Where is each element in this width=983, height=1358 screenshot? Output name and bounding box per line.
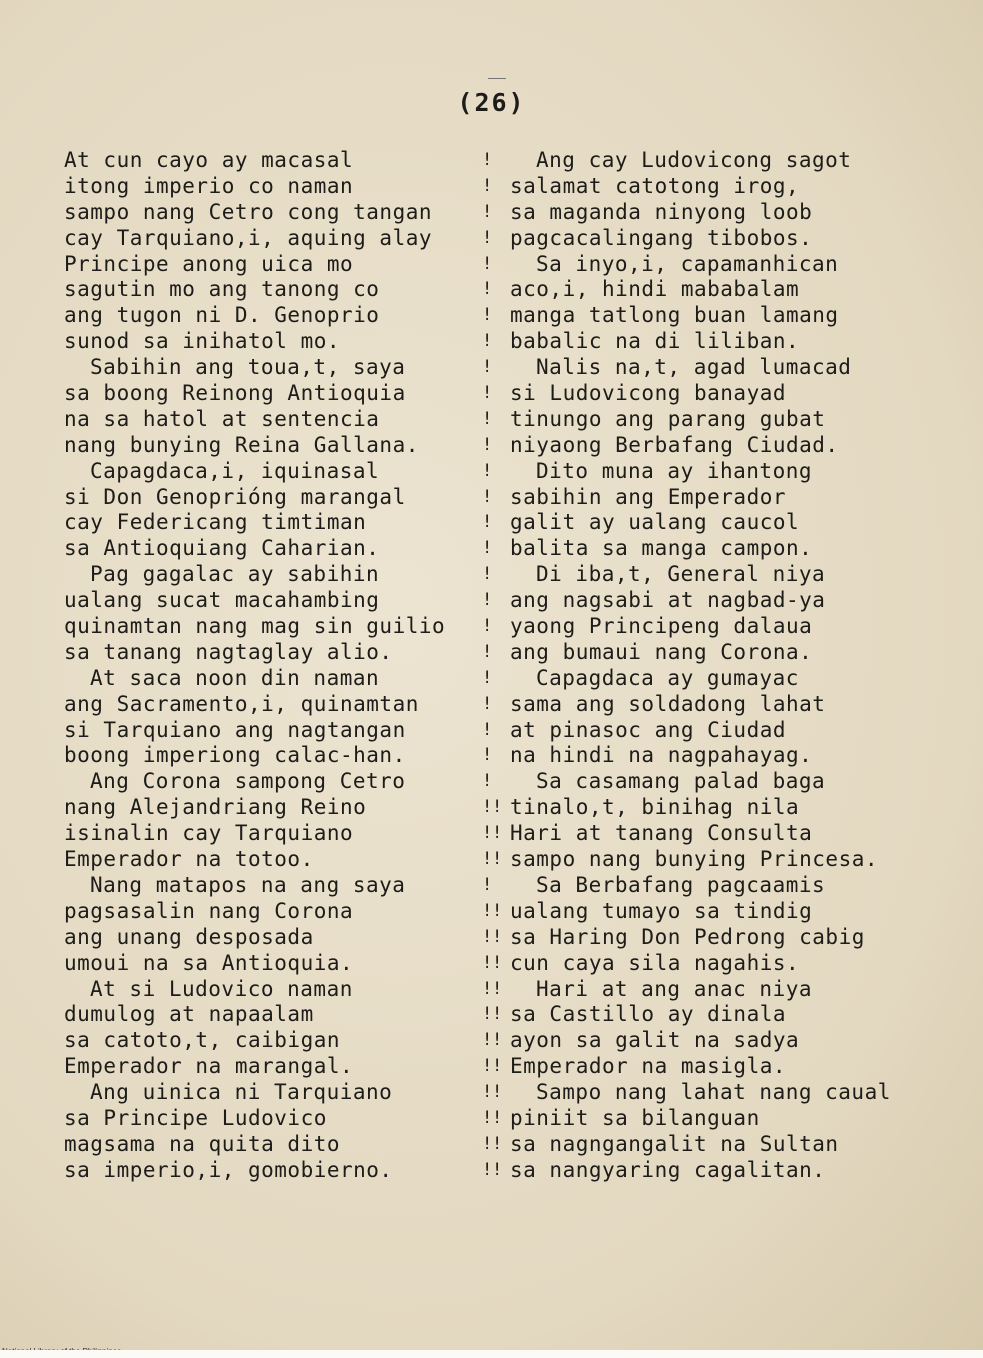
verse-line: [510, 510, 970, 536]
verse-text: sunod sa inihatol mo.: [64, 329, 341, 354]
column-divider-mark: !: [492, 978, 503, 999]
page-number: (26): [457, 88, 526, 117]
verse-line: [64, 847, 516, 873]
verse-line: [64, 303, 516, 329]
verse-text: ualang sucat macahambing: [64, 588, 380, 613]
verse-line: [64, 433, 516, 459]
column-divider-mark: !: [482, 719, 493, 740]
verse-line: [492, 821, 970, 847]
verse-text: sa Antioquiang Caharian.: [64, 536, 380, 561]
verse-line: [64, 743, 516, 769]
column-divider-mark: !: [482, 227, 493, 248]
verse-line: [510, 640, 970, 666]
verse-text: balita sa manga campon.: [510, 536, 813, 561]
verse-line: [510, 769, 970, 795]
column-divider-mark: !: [482, 926, 493, 947]
verse-text: At cun cayo ay macasal: [64, 148, 354, 172]
verse-line: [492, 847, 970, 873]
column-divider-mark: !: [482, 279, 493, 300]
verse-line: [510, 873, 970, 899]
verse-text: ayon sa galit na sadya: [510, 1028, 800, 1053]
column-divider-mark: !: [482, 331, 493, 352]
column-divider-mark: !: [482, 408, 493, 429]
column-divider-mark: !: [482, 667, 493, 688]
verse-line: [64, 510, 516, 536]
verse-line: [510, 355, 970, 381]
column-divider-mark: !: [482, 357, 493, 378]
verse-text: Ang Corona sampong Cetro: [90, 769, 406, 794]
verse-line: [64, 329, 516, 355]
verse-line: [492, 1131, 970, 1158]
verse-text: At saca noon din naman: [90, 665, 380, 690]
verse-text: galit ay ualang caucol: [510, 510, 800, 535]
verse-line: [510, 743, 970, 769]
column-divider-mark: !: [492, 1107, 503, 1128]
verse-line: [64, 1028, 516, 1054]
column-divider-mark: !: [482, 590, 493, 611]
verse-line: [64, 951, 516, 977]
column-divider-mark: !: [492, 1082, 503, 1103]
verse-line: [64, 277, 516, 303]
column-divider-mark: !: [482, 1082, 493, 1103]
verse-line: [492, 924, 970, 951]
column-divider-mark: !: [482, 460, 493, 481]
verse-line: [64, 899, 516, 925]
verse-line: [510, 252, 970, 278]
column-divider-mark: !: [482, 486, 493, 507]
verse-text: pagsasalin nang Corona: [64, 898, 354, 923]
verse-text: at pinasoc ang Ciudad: [510, 717, 787, 742]
verse-text: sampo nang Cetro cong tangan: [64, 199, 433, 224]
verse-text: sabihin ang Emperador: [510, 484, 787, 509]
verse-text: cay Federicang timtiman: [64, 510, 367, 535]
verse-line: [492, 976, 970, 1003]
verse-line: [510, 588, 970, 614]
verse-line: [510, 277, 970, 303]
left-column: [64, 148, 516, 1184]
verse-line: [510, 148, 970, 174]
column-divider-mark: !: [492, 952, 503, 973]
verse-text: Ang uinica ni Tarquiano: [90, 1080, 393, 1105]
verse-text: magsama na quita dito: [64, 1131, 341, 1156]
verse-text: isinalin cay Tarquiano: [64, 821, 354, 846]
column-divider-mark: !: [482, 538, 493, 559]
column-divider-mark: !: [482, 253, 493, 274]
column-divider-mark: !: [492, 1030, 503, 1051]
column-divider-mark: !: [482, 305, 493, 326]
verse-text: Emperador na marangal.: [64, 1054, 354, 1079]
column-divider-mark: !: [482, 175, 493, 196]
verse-text: yaong Principeng dalaua: [510, 614, 813, 639]
verse-line: [64, 174, 516, 200]
verse-text: Capagdaca ay gumayac: [536, 665, 799, 690]
verse-text: cay Tarquiano,i, aquing alay: [64, 225, 433, 250]
verse-line: [510, 459, 970, 485]
verse-text: sa tanang nagtaglay alio.: [64, 639, 393, 664]
column-divider-mark: !: [492, 1004, 503, 1025]
column-divider-mark: !: [492, 926, 503, 947]
verse-line: [492, 1028, 970, 1054]
verse-text: sagutin mo ang tanong co: [64, 277, 380, 302]
verse-text: Emperador na masigla.: [510, 1054, 787, 1079]
verse-line: [64, 666, 516, 692]
column-divider-mark: !: [482, 900, 493, 921]
verse-line: [64, 485, 516, 511]
verse-text: piniit sa bilanguan: [510, 1105, 760, 1130]
column-divider-mark: !: [482, 874, 493, 895]
verse-line: [510, 614, 970, 640]
verse-text: Sa Berbafang pagcaamis: [536, 872, 826, 897]
verse-text: quinamtan nang mag sin guilio: [64, 614, 446, 639]
verse-text: ang Sacramento,i, quinamtan: [64, 691, 419, 716]
verse-line: [510, 433, 970, 459]
verse-line: [64, 536, 516, 562]
column-divider-mark: !: [482, 823, 493, 844]
verse-text: sa maganda ninyong loob: [510, 199, 813, 224]
column-divider-mark: !: [482, 150, 493, 170]
verse-text: cun caya sila nagahis.: [510, 950, 800, 975]
column-divider-mark: !: [482, 797, 493, 818]
column-divider-mark: !: [492, 1133, 503, 1154]
verse-line: [64, 381, 516, 407]
column-divider-mark: !: [482, 1056, 493, 1077]
column-divider-mark: !: [482, 978, 493, 999]
verse-line: [510, 226, 970, 252]
verse-text: ang bumaui nang Corona.: [510, 639, 813, 664]
verse-text: Ang cay Ludovicong sagot: [536, 148, 852, 172]
column-divider-mark: !: [482, 1133, 493, 1154]
verse-line: [64, 977, 516, 1003]
verse-text: na hindi na nagpahayag.: [510, 743, 813, 768]
column-divider-mark: !: [482, 1159, 493, 1180]
verse-line: [492, 1157, 970, 1184]
verse-line: [510, 407, 970, 433]
verse-line: [64, 200, 516, 226]
verse-text: tinungo ang parang gubat: [510, 406, 826, 431]
verse-text: Di iba,t, General niya: [536, 562, 826, 587]
verse-text: si Tarquiano ang nagtangan: [64, 717, 406, 742]
column-divider-mark: !: [492, 823, 503, 844]
verse-line: [64, 1054, 516, 1080]
verse-text: Capagdaca,i, iquinasal: [90, 458, 380, 483]
verse-line: [64, 769, 516, 795]
verse-text: sa nangyaring cagalitan.: [510, 1157, 826, 1182]
verse-text: Sa casamang palad baga: [536, 769, 826, 794]
verse-text: aco,i, hindi mababalam: [510, 277, 800, 302]
verse-text: Sampo nang lahat nang caual: [536, 1080, 891, 1105]
verse-text: sampo nang bunying Princesa.: [510, 847, 879, 872]
column-divider-mark: !: [482, 201, 493, 222]
verse-text: ang nagsabi at nagbad-ya: [510, 588, 826, 613]
column-divider-mark: !: [482, 849, 493, 870]
verse-line: [510, 692, 970, 718]
bottom-margin: [0, 1350, 983, 1358]
verse-text: niyaong Berbafang Ciudad.: [510, 432, 839, 457]
verse-text: salamat catotong irog,: [510, 173, 800, 198]
verse-text: sa Principe Ludovico: [64, 1105, 327, 1130]
verse-line: [64, 1106, 516, 1132]
verse-line: [510, 718, 970, 744]
verse-text: Sa inyo,i, capamanhican: [536, 251, 839, 276]
column-divider-mark: !: [482, 1107, 493, 1128]
verse-text: At si Ludovico naman: [90, 976, 353, 1001]
verse-line: [64, 355, 516, 381]
verse-line: [510, 381, 970, 407]
verse-text: ualang tumayo sa tindig: [510, 898, 813, 923]
column-divider-mark: !: [482, 745, 493, 766]
verse-text: sa catoto,t, caibigan: [64, 1028, 341, 1053]
verse-line: [510, 666, 970, 692]
column-divider-mark: !: [492, 849, 503, 870]
verse-text: sa Haring Don Pedrong cabig: [510, 924, 865, 949]
verse-line: [64, 588, 516, 614]
verse-text: Emperador na totoo.: [64, 847, 314, 872]
column-divider-mark: !: [482, 383, 493, 404]
verse-line: [64, 1158, 516, 1184]
verse-text: manga tatlong buan lamang: [510, 303, 839, 328]
verse-line: [492, 898, 970, 925]
verse-line: [510, 329, 970, 355]
column-divider-mark: !: [492, 1056, 503, 1077]
verse-text: umoui na sa Antioquia.: [64, 950, 354, 975]
verse-text: na sa hatol at sentencia: [64, 406, 380, 431]
column-divider-mark: !: [482, 1004, 493, 1025]
verse-text: sa imperio,i, gomobierno.: [64, 1157, 393, 1182]
verse-line: [64, 925, 516, 951]
verse-text: ang unang desposada: [64, 924, 314, 949]
verse-text: itong imperio co naman: [64, 173, 354, 198]
verse-line: [64, 1132, 516, 1158]
column-divider-mark: !: [482, 641, 493, 662]
column-divider-mark: !: [482, 512, 493, 533]
verse-text: si Ludovicong banayad: [510, 381, 787, 406]
verse-line: [64, 718, 516, 744]
column-divider-mark: !: [482, 434, 493, 455]
verse-text: nang bunying Reina Gallana.: [64, 432, 419, 457]
verse-text: babalic na di liliban.: [510, 329, 800, 354]
verse-text: tinalo,t, binihag nila: [510, 795, 800, 820]
verse-line: [510, 562, 970, 588]
verse-text: sa nagngangalit na Sultan: [510, 1131, 839, 1156]
verse-text: pagcacalingang tibobos.: [510, 225, 813, 250]
verse-line: [64, 226, 516, 252]
verse-line: [64, 459, 516, 485]
verse-text: Hari at ang anac niya: [536, 976, 813, 1001]
verse-line: [492, 1002, 970, 1028]
top-dash: [488, 78, 506, 79]
verse-text: Dito muna ay ihantong: [536, 458, 813, 483]
verse-line: [492, 950, 970, 977]
verse-text: Hari at tanang Consulta: [510, 821, 813, 846]
verse-text: ang tugon ni D. Genoprio: [64, 303, 380, 328]
verse-line: [64, 795, 516, 821]
verse-line: [492, 1105, 970, 1132]
verse-text: si Don Genoprióng marangal: [64, 484, 406, 509]
verse-line: [64, 640, 516, 666]
verse-line: [492, 795, 970, 821]
column-divider-mark: !: [482, 952, 493, 973]
verse-line: [64, 821, 516, 847]
verse-line: [510, 174, 970, 200]
verse-text: Principe anong uica mo: [64, 251, 354, 276]
verse-text: Nalis na,t, agad lumacad: [536, 355, 852, 380]
verse-line: [64, 407, 516, 433]
verse-line: [492, 1080, 970, 1106]
column-divider-mark: !: [482, 564, 493, 585]
column-divider-mark: !: [482, 1030, 493, 1051]
verse-line: [492, 1054, 970, 1080]
verse-text: sa Castillo ay dinala: [510, 1002, 787, 1027]
verse-line: [64, 692, 516, 718]
verse-line: [64, 148, 516, 174]
verse-text: Pag gagalac ay sabihin: [90, 562, 380, 587]
verse-text: sama ang soldadong lahat: [510, 691, 826, 716]
column-divider-mark: !: [482, 693, 493, 714]
column-divider-mark: !: [492, 1159, 503, 1180]
verse-line: [510, 303, 970, 329]
verse-line: [510, 200, 970, 226]
column-divider-mark: !: [492, 797, 503, 818]
right-column: [492, 148, 970, 1184]
verse-text: dumulog at napaalam: [64, 1002, 314, 1027]
verse-text: Sabihin ang toua,t, saya: [90, 355, 406, 380]
verse-line: [64, 1080, 516, 1106]
verse-line: [510, 536, 970, 562]
verse-text: boong imperiong calac-han.: [64, 743, 406, 768]
verse-line: [64, 873, 516, 899]
verse-line: [64, 562, 516, 588]
verse-line: [64, 1002, 516, 1028]
verse-line: [64, 252, 516, 278]
column-divider-mark: !: [482, 616, 493, 637]
verse-text: nang Alejandriang Reino: [64, 795, 367, 820]
column-divider-mark: !: [492, 900, 503, 921]
column-divider-mark: !: [482, 771, 493, 792]
verse-text: Nang matapos na ang saya: [90, 872, 406, 897]
verse-text: sa boong Reinong Antioquia: [64, 381, 406, 406]
verse-line: [64, 614, 516, 640]
verse-line: [510, 485, 970, 511]
